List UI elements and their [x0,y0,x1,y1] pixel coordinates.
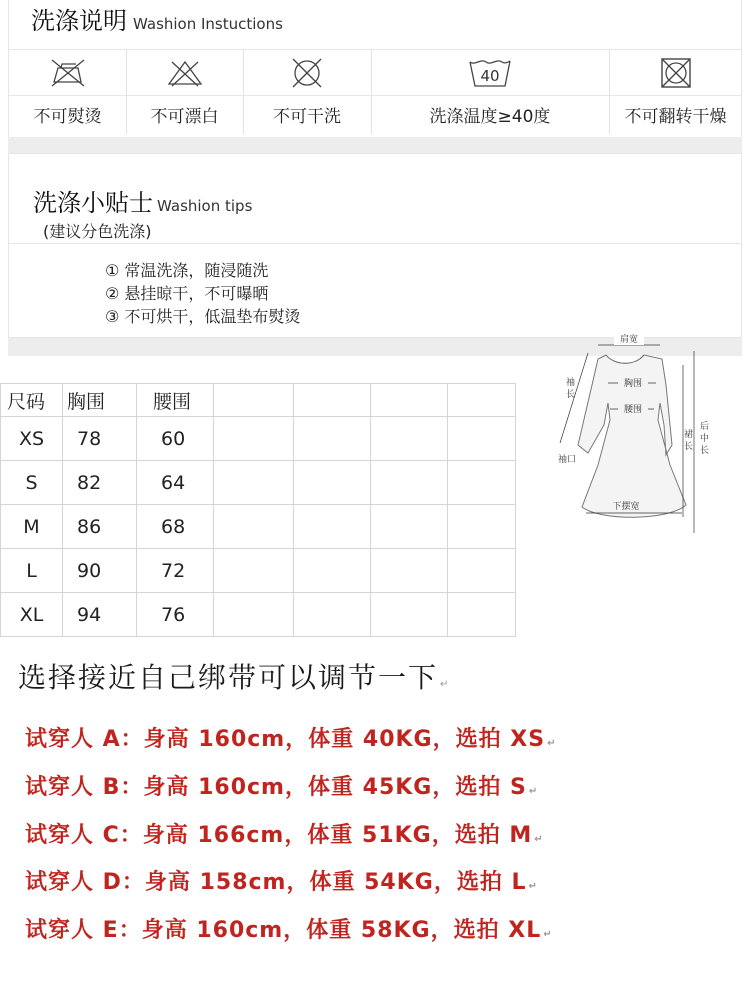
tip-item: ③ 不可烘干，低温垫布熨烫 [105,307,301,326]
diagram-label-back-length: 后 [700,422,710,432]
waist-cell: 76 [137,593,214,637]
tips-title-en: Washion tips [157,197,253,215]
waist-cell: 72 [137,549,214,593]
svg-text:中: 中 [700,434,710,444]
try-on-line: 试穿人 B：身高 160cm，体重 45KG，选拍 S ↵ [25,775,538,800]
no-dry-clean-icon [289,56,325,90]
care-item-no-bleach [126,49,244,134]
try-on-line: 试穿人 A：身高 160cm，体重 40KG，选拍 XS ↵ [25,727,556,752]
chest-cell: 86 [63,505,137,549]
care-header [31,0,283,34]
waist-cell: 68 [137,505,214,549]
fit-note: 选择接近自己绑带可以调节一下 ↵ [18,661,449,694]
no-iron-icon [48,58,88,88]
care-panel [8,0,742,145]
size-cell: XS [1,417,63,461]
diagram-label-sleeve: 袖 [566,378,576,388]
care-label: 不可干洗 [273,106,341,127]
size-cell: M [1,505,63,549]
divider-band [8,137,742,153]
column-header-empty [294,384,371,417]
diagram-label-waist: 腰围 [623,405,643,415]
tips-list [105,259,300,328]
svg-text:长: 长 [566,390,576,400]
care-item-no-tumble-dry [609,49,742,134]
tip-item: ② 悬挂晾干，不可曝晒 [105,284,269,303]
care-grid [9,49,742,134]
table-header-row [1,384,516,417]
try-on-line: 试穿人 D：身高 158cm，体重 54KG，选拍 L ↵ [25,870,537,895]
care-label: 不可翻转干燥 [624,106,727,127]
tip-item: ① 常温洗涤，随浸随洗 [105,261,269,280]
no-tumble-dry-icon [659,56,693,90]
chest-cell: 90 [63,549,137,593]
column-header-chest: 胸围 [63,384,137,417]
return-mark-icon: ↵ [440,679,449,690]
size-cell: S [1,461,63,505]
column-header-size: 尺码 [1,384,63,417]
wash-40-icon [467,56,513,90]
tips-subtitle: (建议分色洗涤) [43,222,152,241]
divider [9,243,741,244]
column-header-empty [371,384,448,417]
svg-text:长: 长 [684,442,694,452]
tips-title: 洗涤小贴士 [33,189,153,217]
waist-cell: 60 [137,417,214,461]
diagram-label-skirt-length: 裙 [684,430,694,440]
size-cell: XL [1,593,63,637]
chest-cell: 78 [63,417,137,461]
care-item-no-dry-clean [243,49,372,134]
table-row [1,593,516,637]
column-header-empty [448,384,516,417]
chest-cell: 94 [63,593,137,637]
size-cell: L [1,549,63,593]
care-label: 不可漂白 [150,106,219,127]
column-header-empty [214,384,294,417]
diagram-label-shoulder: 肩宽 [619,335,639,345]
care-item-wash-40 [371,49,610,134]
dress-measurement-diagram [548,325,746,540]
diagram-label-hem: 下摆宽 [612,502,640,512]
size-table [0,383,516,637]
care-title-en: Washion Instuctions [133,15,283,33]
wash-temp-text: 40 [480,66,500,85]
dress-outline-icon [548,325,746,540]
table-row [1,461,516,505]
care-label: 不可熨烫 [33,106,102,127]
column-header-waist: 腰围 [137,384,214,417]
tips-panel [8,153,742,338]
care-title: 洗涤说明 [31,7,127,35]
care-label: 洗涤温度≥40度 [429,106,551,127]
diagram-label-chest: 胸围 [623,379,643,389]
table-row [1,549,516,593]
try-on-line: 试穿人 C：身高 166cm，体重 51KG，选拍 M ↵ [25,823,543,848]
svg-text:长: 长 [700,446,710,456]
diagram-label-cuff: 袖口 [558,455,577,465]
tips-header [33,189,252,217]
waist-cell: 64 [137,461,214,505]
chest-cell: 82 [63,461,137,505]
no-bleach-icon [165,58,205,88]
care-item-no-iron [9,49,127,134]
table-row [1,505,516,549]
table-row [1,417,516,461]
try-on-line: 试穿人 E：身高 160cm，体重 58KG，选拍 XL ↵ [25,918,552,943]
